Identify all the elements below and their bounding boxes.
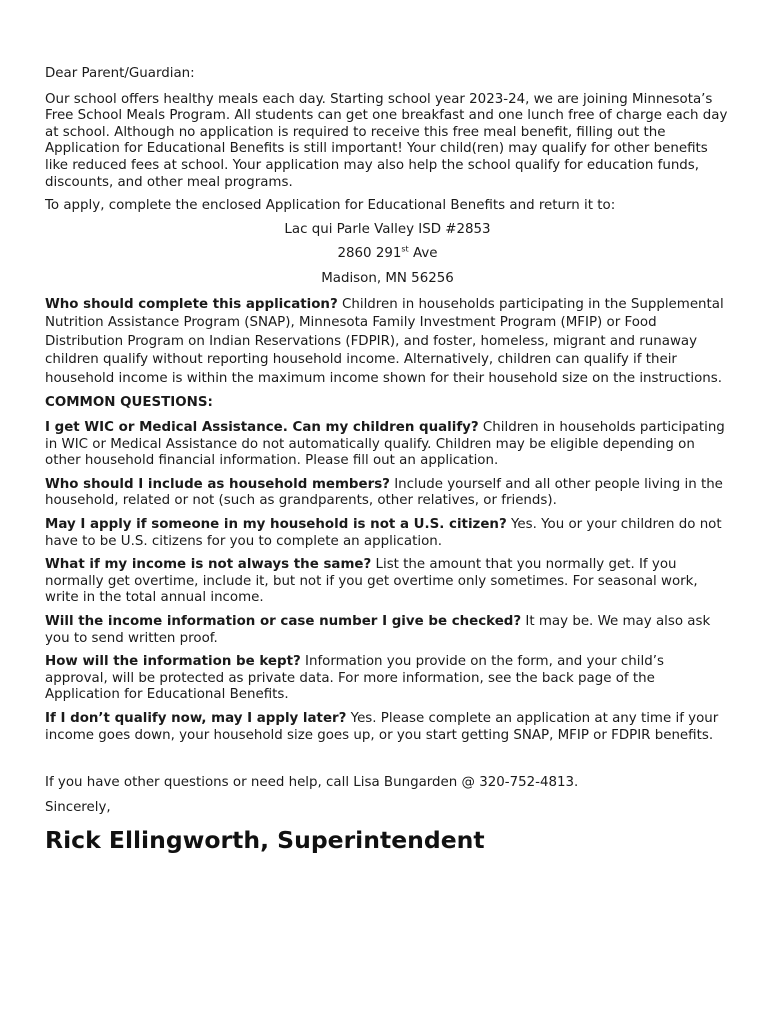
faq-item [45,711,730,744]
who-question: Who should complete this application? [45,296,338,312]
address-line-1: Lac qui Parle Valley ISD #2853 [284,221,491,237]
address-line-3: Madison, MN 56256 [321,270,454,286]
faq-answer: List the amount that you normally get. If you normally get overtime, include it, but not if you get overtime only sometimes. For seasonal work, write in the total annual income. [45,557,698,606]
faq-answer: Yes. Please complete an application at any time if your income goes down, your household size goes up, or you start getting SNAP, MFIP or FDPIR benefits. [45,711,719,743]
apply-instruction: To apply, complete the enclosed Application for Educational Benefits and return it to: [45,198,616,214]
faq-question: May I apply if someone in my household is not a U.S. citizen? [45,517,507,533]
address-number: 2860 291 [337,246,402,262]
closing: Sincerely, [45,799,111,815]
address-street: Ave [408,246,438,262]
faq-question: I get WIC or Medical Assistance. Can my children qualify? [45,420,479,436]
address-ordinal-suffix: st [401,244,409,254]
faq-question: Who should I include as household members? [45,476,390,492]
intro-paragraph: Our school offers healthy meals each day. Starting school year 2023-24, we are joining Minnesota’s Free School Meals Program. All students can get one breakfast and one lunch free of charge each day at school. Although no application is required to receive this free meal benefit, filling out the Application for Educational Benefits is still important! Your child(ren) may qualify for other benefits like reduced fees at school. Your application may also help the school qualify for education funds, discounts, and other meal programs. [45,91,728,190]
common-questions-heading: COMMON QUESTIONS: [45,394,213,410]
faq-question: How will the information be kept? [45,654,301,670]
faq-item [45,557,730,607]
faq-item [45,614,730,647]
salutation: Dear Parent/Guardian: [45,66,195,81]
faq-item [45,517,730,550]
faq-answer: Children in households participating in WIC or Medical Assistance do not automatically qualify. Children may be eligible depending on other household financial information. Please fill out an application. [45,420,725,469]
faq-question: If I don’t qualify now, may I apply later? [45,711,347,726]
who-should-apply-paragraph [45,296,730,389]
faq-item [45,654,730,704]
faq-answer: Yes. You or your children do not have to be U.S. citizens for you to complete an application. [45,517,722,549]
faq-item [45,477,730,510]
address-line-2 [45,246,730,263]
faq-answer: Include yourself and all other people living in the household, related or not (such as grandparents, other relatives, or friends). [45,476,723,509]
faq-item [45,420,730,470]
signature-name-title: Rick Ellingworth, Superintendent [45,826,485,855]
faq-answer: It may be. We may also ask you to send written proof. [45,614,711,646]
faq-answer: Information you provide on the form, and your child’s approval, will be protected as private data. For more information, see the back page of the Application for Educational Benefits. [45,654,664,703]
faq-question: What if my income is not always the same? [45,557,372,573]
help-contact-line: If you have other questions or need help, call Lisa Bungarden @ 320-752-4813. [45,775,579,791]
faq-question: Will the income information or case number I give be checked? [45,614,522,630]
who-answer: Children in households participating in the Supplemental Nutrition Assistance Program (SNAP), Minnesota Family Investment Program (MFIP) or Food Distribution Program on Indian Reservations (FDPIR), and foster, homeless, migrant and runaway children qualify without reporting household income. Alternatively, children can qualify if their household income is within the maximum income shown for their household size on the instructions. [45,296,724,386]
letter-page [45,66,730,854]
